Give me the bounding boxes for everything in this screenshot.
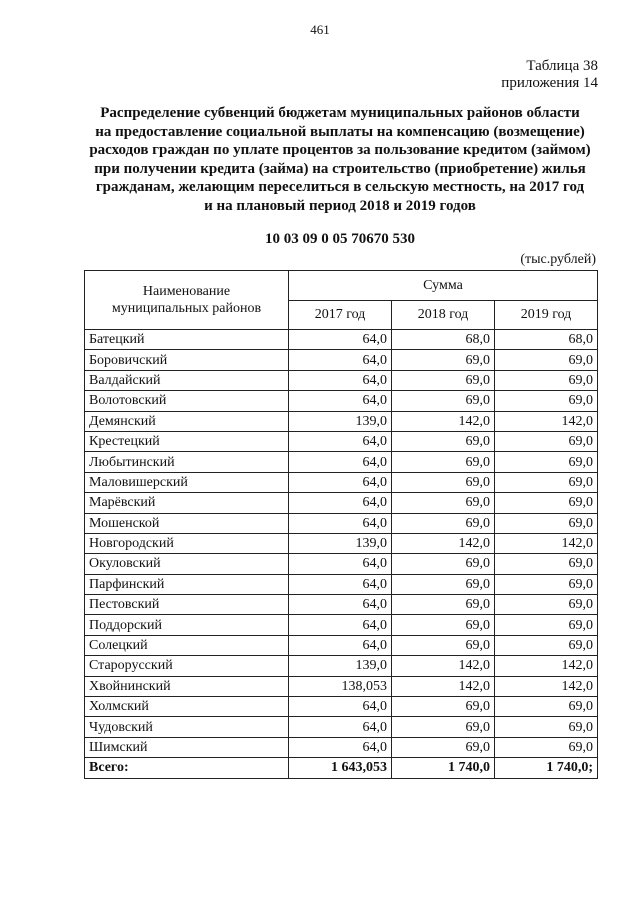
table-row [85,595,598,615]
table-row [85,330,598,350]
district-name: Хвойнинский [85,676,289,696]
district-name: Окуловский [85,554,289,574]
total-label: Всего: [85,758,289,778]
value-2017: 139,0 [289,411,392,431]
table-row [85,574,598,594]
value-2017: 139,0 [289,533,392,553]
district-name: Новгородский [85,533,289,553]
value-2019: 69,0 [495,431,598,451]
title-line: при получении кредита (займа) на строительство (приобретение) жилья [94,160,586,177]
value-2019: 69,0 [495,554,598,574]
page-number: 461 [310,22,330,37]
table-row [85,452,598,472]
column-header-name-line-2: муниципальных районов [111,301,262,316]
value-2018: 69,0 [392,452,495,472]
district-name: Холмский [85,697,289,717]
column-header-2019: 2019 год [495,301,598,330]
district-name: Любытинский [85,452,289,472]
table-reference-line-2: приложения 14 [501,75,598,91]
value-2017: 64,0 [289,391,392,411]
table-row [85,554,598,574]
value-2018: 69,0 [392,350,495,370]
value-2017: 64,0 [289,554,392,574]
district-name: Валдайский [85,370,289,390]
value-2017: 64,0 [289,452,392,472]
table-row [85,656,598,676]
table-row [85,737,598,757]
district-name: Старорусский [85,656,289,676]
column-header-name [85,271,289,330]
value-2017: 64,0 [289,431,392,451]
value-2017: 64,0 [289,697,392,717]
table-row [85,615,598,635]
table-row [85,411,598,431]
value-2019: 69,0 [495,574,598,594]
column-header-sum: Сумма [289,271,598,301]
value-2018: 69,0 [392,574,495,594]
value-2017: 138,053 [289,676,392,696]
value-2017: 64,0 [289,493,392,513]
title-line: расходов граждан по уплате процентов за пользование кредитом (займом) [89,142,591,159]
value-2018: 142,0 [392,411,495,431]
value-2018: 69,0 [392,391,495,411]
value-2017: 64,0 [289,472,392,492]
value-2017: 64,0 [289,737,392,757]
title-line: гражданам, желающим переселиться в сельскую местность, на 2017 год [95,179,585,196]
value-2019: 142,0 [495,411,598,431]
value-2017: 64,0 [289,574,392,594]
table-row [85,635,598,655]
value-2019: 69,0 [495,350,598,370]
table-row [85,370,598,390]
value-2018: 69,0 [392,717,495,737]
district-name: Чудовский [85,717,289,737]
total-2017: 1 643,053 [289,758,392,778]
value-2019: 69,0 [495,513,598,533]
table-row [85,472,598,492]
title-line: Распределение субвенций бюджетам муниципальных районов области [100,105,580,121]
district-name: Волотовский [85,391,289,411]
value-2018: 142,0 [392,533,495,553]
value-2019: 69,0 [495,370,598,390]
district-name: Маловишерский [85,472,289,492]
value-2019: 69,0 [495,452,598,472]
value-2018: 69,0 [392,737,495,757]
district-name: Пестовский [85,595,289,615]
total-2018: 1 740,0 [392,758,495,778]
value-2018: 69,0 [392,431,495,451]
column-header-2017: 2017 год [289,301,392,330]
value-2017: 64,0 [289,717,392,737]
district-name: Парфинский [85,574,289,594]
value-2018: 69,0 [392,635,495,655]
table-reference [501,58,598,92]
value-2017: 64,0 [289,330,392,350]
district-name: Мошенской [85,513,289,533]
value-2018: 69,0 [392,554,495,574]
total-row [85,758,598,778]
value-2017: 64,0 [289,635,392,655]
district-name: Боровичский [85,350,289,370]
subvention-table [84,270,598,779]
value-2019: 69,0 [495,635,598,655]
table-row [85,513,598,533]
value-2019: 69,0 [495,595,598,615]
table-row [85,533,598,553]
value-2019: 69,0 [495,717,598,737]
table-row [85,697,598,717]
value-2019: 69,0 [495,697,598,717]
district-name: Поддорский [85,615,289,635]
table-header-row [85,271,598,301]
value-2019: 69,0 [495,472,598,492]
table-body [85,330,598,758]
value-2018: 69,0 [392,697,495,717]
value-2018: 142,0 [392,676,495,696]
value-2019: 69,0 [495,615,598,635]
budget-classification-code: 10 03 09 0 05 70670 530 [265,231,415,247]
value-2018: 69,0 [392,615,495,635]
title-line: и на плановый период 2018 и 2019 годов [204,197,476,214]
value-2017: 64,0 [289,370,392,390]
value-2018: 69,0 [392,370,495,390]
title-line: на предоставление социальной выплаты на компенсацию (возмещение) [95,123,585,140]
column-header-2018: 2018 год [392,301,495,330]
table-row [85,431,598,451]
table-row [85,391,598,411]
value-2019: 69,0 [495,737,598,757]
value-2019: 69,0 [495,391,598,411]
value-2019: 69,0 [495,493,598,513]
value-2019: 142,0 [495,533,598,553]
value-2017: 64,0 [289,595,392,615]
table-row [85,350,598,370]
value-2017: 64,0 [289,615,392,635]
district-name: Крестецкий [85,431,289,451]
total-2019: 1 740,0; [495,758,598,778]
value-2017: 139,0 [289,656,392,676]
value-2018: 69,0 [392,595,495,615]
district-name: Солецкий [85,635,289,655]
district-name: Батецкий [85,330,289,350]
column-header-name-line-1: Наименование [142,284,231,299]
district-name: Шимский [85,737,289,757]
value-2017: 64,0 [289,350,392,370]
document-title [60,104,620,216]
value-2018: 142,0 [392,656,495,676]
value-2018: 68,0 [392,330,495,350]
value-2018: 69,0 [392,472,495,492]
district-name: Марёвский [85,493,289,513]
value-2018: 69,0 [392,513,495,533]
value-2019: 142,0 [495,656,598,676]
table-row [85,676,598,696]
units-label: (тыс.рублей) [520,252,596,267]
value-2019: 142,0 [495,676,598,696]
table-row [85,717,598,737]
table-row [85,493,598,513]
table-reference-line-1: Таблица 38 [526,58,598,74]
district-name: Демянский [85,411,289,431]
value-2018: 69,0 [392,493,495,513]
value-2017: 64,0 [289,513,392,533]
value-2019: 68,0 [495,330,598,350]
